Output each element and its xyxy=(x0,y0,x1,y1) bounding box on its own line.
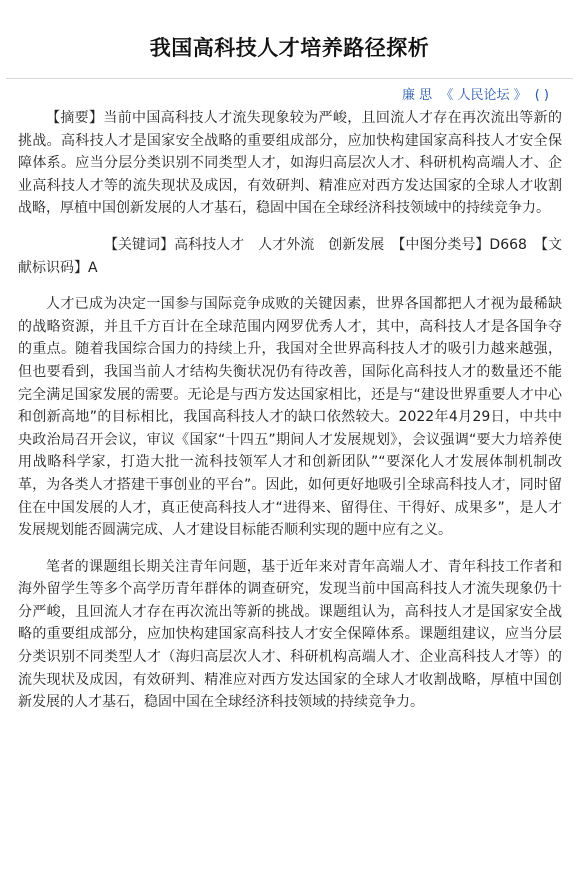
title-divider xyxy=(6,78,573,79)
body-paragraph: 人才已成为决定一国参与国际竞争成败的关键因素，世界各国都把人才视为最稀缺的战略资源，并且千方百计在全球范围内网罗优秀人才，其中，高科技人才是各国争夺的重点。随着我国综合国力的持续上升，我国对全世界高科技人才的吸引力越来越强，但也要看到，我国当前人才结构失衡状况仍有待改善，国际化高科技人才的数量还不能完全满足国家发展的需要。无论是与西方发达国家相比，还是与“建设世界重要人才中心和创新高地”的目标相比，我国高科技人才的缺口依然较大。2022年4月29日，中共中央政治局召开会议，审议《国家“十四五”期间人才发展规划》，会议强调“要大力培养使用战略科学家，打造大批一流科技领军人才和创新团队”“要深化人才发展体制机制改革，为各类人才搭建干事创业的平台”。因此，如何更好地吸引全球高科技人才，同时留住在中国发展的人才，真正使高科技人才“进得来、留得住、干得好、成果多”，是人才发展规划能否圆满完成、人才建设目标能否顺利实现的题中应有之义。 xyxy=(18,296,562,539)
keywords-text: 【关键词】高科技人才 人才外流 创新发展 【中图分类号】D668 【文献标识码】A xyxy=(18,236,562,276)
article-body xyxy=(18,107,562,728)
keywords-paragraph xyxy=(18,234,562,279)
abstract-paragraph: 【摘要】当前中国高科技人才流失现象较为严峻，且回流人才存在再次流出等新的挑战。高科技人才是国家安全战略的重要组成部分，应加快构建国家高科技人才安全保障体系。应当分层分类识别不同类型人才，如海归高层次人才、科研机构高端人才、企业高科技人才等的流失现状及成因，有效研判、精准应对西方发达国家的全球人才收割战略，厚植中国创新发展的人才基石，稳固中国在全球经济科技领域中的持续竞争力。 xyxy=(18,110,562,217)
source-journal[interactable]: 《 人民论坛 》 xyxy=(440,88,527,103)
author-name[interactable]: 廉 思 xyxy=(402,88,433,103)
issue-info: ( ) xyxy=(534,88,549,103)
body-paragraph: 笔者的课题组长期关注青年问题，基于近年来对青年高端人才、青年科技工作者和海外留学生等多个高学历青年群体的调查研究，发现当前中国高科技人才流失现象仍十分严峻，且回流人才存在再次流出等新的挑战。课题组认为，高科技人才是国家安全战略的重要组成部分，应加快构建国家高科技人才安全保障体系。课题组建议，应当分层分类识别不同类型人才（海归高层次人才、科研机构高端人才、企业高科技人才等）的流失现状及成因，有效研判、精准应对西方发达国家的全球人才收割战略，厚植中国创新发展的人才基石，稳固中国在全球经济科技领域的持续竞争力。 xyxy=(18,558,562,711)
article-title: 我国高科技人才培养路径探析 xyxy=(149,35,430,60)
byline xyxy=(398,84,549,103)
